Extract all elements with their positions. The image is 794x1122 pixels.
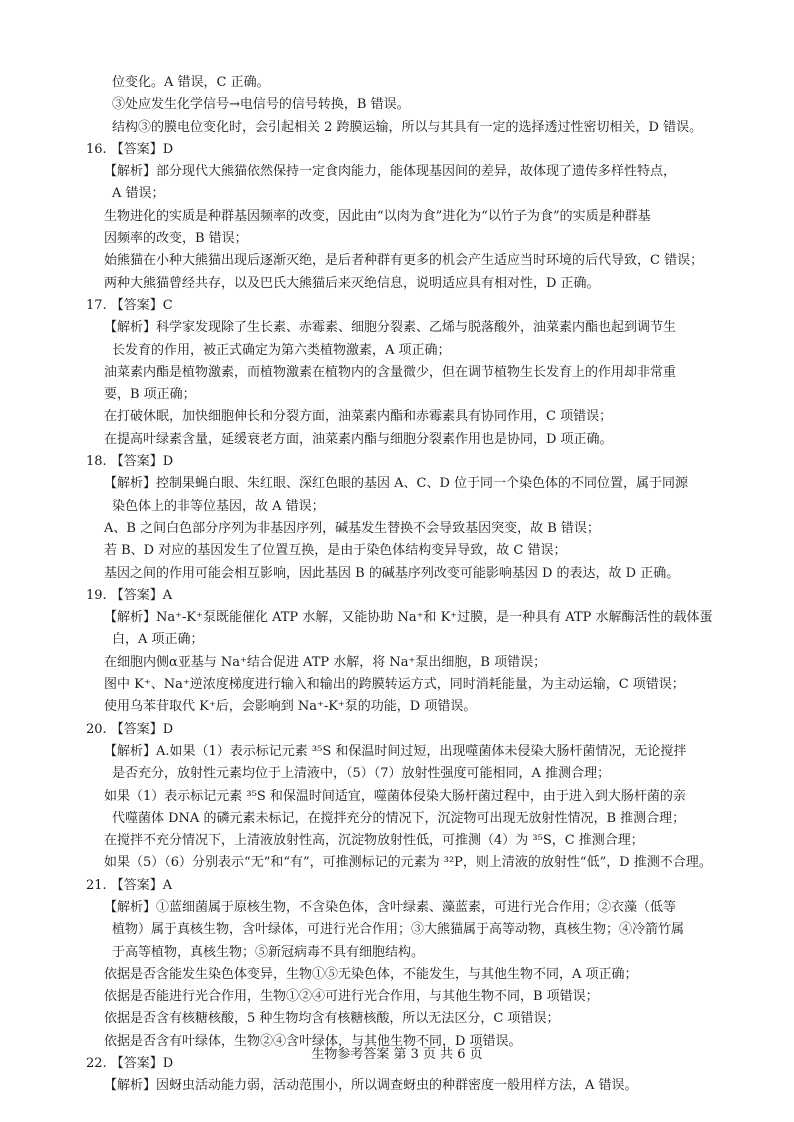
- text-line: 【解析】科学家发现除了生长素、赤霉素、细胞分裂素、乙烯与脱落酸外，油菜素内酯也起到调节生: [104, 320, 677, 336]
- text-line: 【解析】A.如果（1）表示标记元素 ³⁵S 和保温时间过短，出现噬菌体未侵染大肠杆菌情况，无论搅拌: [104, 743, 687, 759]
- text-line: 【解析】因蚜虫活动能力弱，活动范围小，所以调查蚜虫的种群密度一般用样方法，A 错误。: [104, 1078, 638, 1094]
- text-line: 图中 K⁺、Na⁺逆浓度梯度进行输入和输出的跨膜转运方式，同时消耗能量，为主动运输，C 项错误；: [104, 677, 685, 693]
- page-footer: 生物参考答案 第 3 页 共 6 页: [311, 1047, 483, 1062]
- text-line: 依据是否含能发生染色体变异，生物①⑤无染色体，不能发生，与其他生物不同，A 项正确；: [104, 966, 638, 982]
- text-line: 依据是否含有核糖核酸，5 种生物均含有核糖核酸，所以无法区分，C 项错误；: [104, 1011, 560, 1027]
- text-line: 白，A 项正确；: [112, 632, 204, 648]
- text-line: 使用乌苯苷取代 K⁺后，会影响到 Na⁺-K⁺泵的功能，D 项错误。: [104, 699, 477, 715]
- answer-content: [86, 72, 736, 1098]
- text-line: 两种大熊猫曾经共存，以及巴氏大熊猫后来灭绝信息，说明适应具有相对性，D 正确。: [104, 275, 600, 291]
- text-line: 始熊猫在小种大熊猫出现后逐渐灭绝，是后者种群有更多的机会产生适应当时环境的后代导致，C 错误；: [104, 253, 704, 269]
- question-22-answer: 22. 【答案】D: [86, 1056, 174, 1072]
- text-line: 【解析】控制果蝇白眼、朱红眼、深红色眼的基因 A、C、D 位于同一个染色体的不同位置，属于同源: [104, 476, 689, 492]
- text-line: 是否充分，放射性元素均位于上清液中，（5）（7）放射性强度可能相同，A 推测合理；: [112, 766, 611, 782]
- question-16-answer: 16. 【答案】D: [86, 141, 174, 157]
- text-line: 依据是否能进行光合作用，生物①②④可进行光合作用，与其他生物不同，B 项错误；: [104, 989, 599, 1005]
- text-line: ③处应发生化学信号→电信号的信号转换，B 错误。: [112, 97, 410, 113]
- text-line: 在搅拌不充分情况下，上清液放射性高，沉淀物放射性低，可推测（4）为 ³⁵S，C 推测合理；: [104, 833, 644, 849]
- text-line: 长发育的作用，被正式确定为第六类植物激素，A 项正确；: [112, 342, 451, 358]
- text-line: 油菜素内酯是植物激素，而植物激素在植物内的含量微少，但在调节植物生长发育上的作用却非常重: [104, 364, 677, 380]
- text-line: 【解析】①蓝细菌属于原核生物，不含染色体，含叶绿素、藻蓝素，可进行光合作用；②衣藻（低等: [104, 899, 677, 915]
- text-line: A 错误；: [112, 186, 165, 202]
- question-17-answer: 17. 【答案】C: [86, 297, 173, 313]
- text-line: 基因之间的作用可能会相互影响，因此基因 B 的碱基序列改变可能影响基因 D 的表达，故 D 正确。: [104, 565, 680, 581]
- text-line: 染色体上的非等位基因，故 A 错误；: [112, 498, 325, 514]
- text-line: 植物）属于真核生物，含叶绿体，可进行光合作用；③大熊猫属于高等动物，真核生物；④冷箭竹属: [112, 922, 685, 938]
- text-line: 结构③的膜电位变化时，会引起相关 2 跨膜运输，所以与其具有一定的选择透过性密切相关，D 错误。: [112, 119, 703, 135]
- text-line: 若 B、D 对应的基因发生了位置互换，是由于染色体结构变异导致，故 C 错误；: [104, 543, 567, 559]
- text-line: 于高等植物，真核生物；⑤新冠病毒不具有细胞结构。: [112, 944, 425, 960]
- text-line: 依据是否含有叶绿体，生物②④含叶绿体，与其他生物不同，D 项错误。: [104, 1033, 522, 1049]
- question-20-answer: 20. 【答案】D: [86, 721, 174, 737]
- text-line: 在提高叶绿素含量，延缓衰老方面，油菜素内酯与细胞分裂素作用也是协同，D 项正确。: [104, 431, 613, 447]
- text-line: 生物进化的实质是种群基因频率的改变，因此由“以肉为食”进化为“以竹子为食”的实质是种群基: [104, 208, 651, 224]
- question-18-answer: 18. 【答案】D: [86, 454, 174, 470]
- text-line: A、B 之间白色部分序列为非基因序列，碱基发生替换不会导致基因突变，故 B 错误；: [104, 520, 600, 536]
- text-line: 如果（5）（6）分别表示“无”和“有”，可推测标记的元素为 ³²P，则上清液的放射性“低”，D 推测不合理。: [104, 855, 712, 871]
- text-line: 要，B 项正确；: [104, 387, 196, 403]
- question-21-answer: 21. 【答案】A: [86, 877, 173, 893]
- text-line: 在细胞内侧α亚基与 Na⁺结合促进 ATP 水解，将 Na⁺泵出细胞，B 项错误；: [104, 654, 547, 670]
- question-19-answer: 19. 【答案】A: [86, 587, 173, 603]
- text-line: 【解析】Na⁺-K⁺泵既能催化 ATP 水解，又能协助 Na⁺和 K⁺过膜，是一种具有 ATP 水解酶活性的载体蛋: [104, 610, 713, 626]
- text-line: 代噬菌体 DNA 的磷元素未标记，在搅拌充分的情况下，沉淀物可出现无放射性情况，B 推测合理；: [112, 810, 686, 826]
- text-line: 【解析】部分现代大熊猫依然保持一定食肉能力，能体现基因间的差异，故体现了遗传多样性特点，: [104, 164, 677, 180]
- text-line: 因频率的改变，B 错误；: [104, 231, 248, 247]
- text-line: 在打破休眠，加快细胞伸长和分裂方面，油菜素内酯和赤霉素具有协同作用，C 项错误；: [104, 409, 613, 425]
- text-line: 位变化。A 错误，C 正确。: [112, 75, 270, 90]
- text-line: 如果（1）表示标记元素 ³⁵S 和保温时间适宜，噬菌体侵染大肠杆菌过程中，由于进入到大肠杆菌的亲: [104, 788, 686, 804]
